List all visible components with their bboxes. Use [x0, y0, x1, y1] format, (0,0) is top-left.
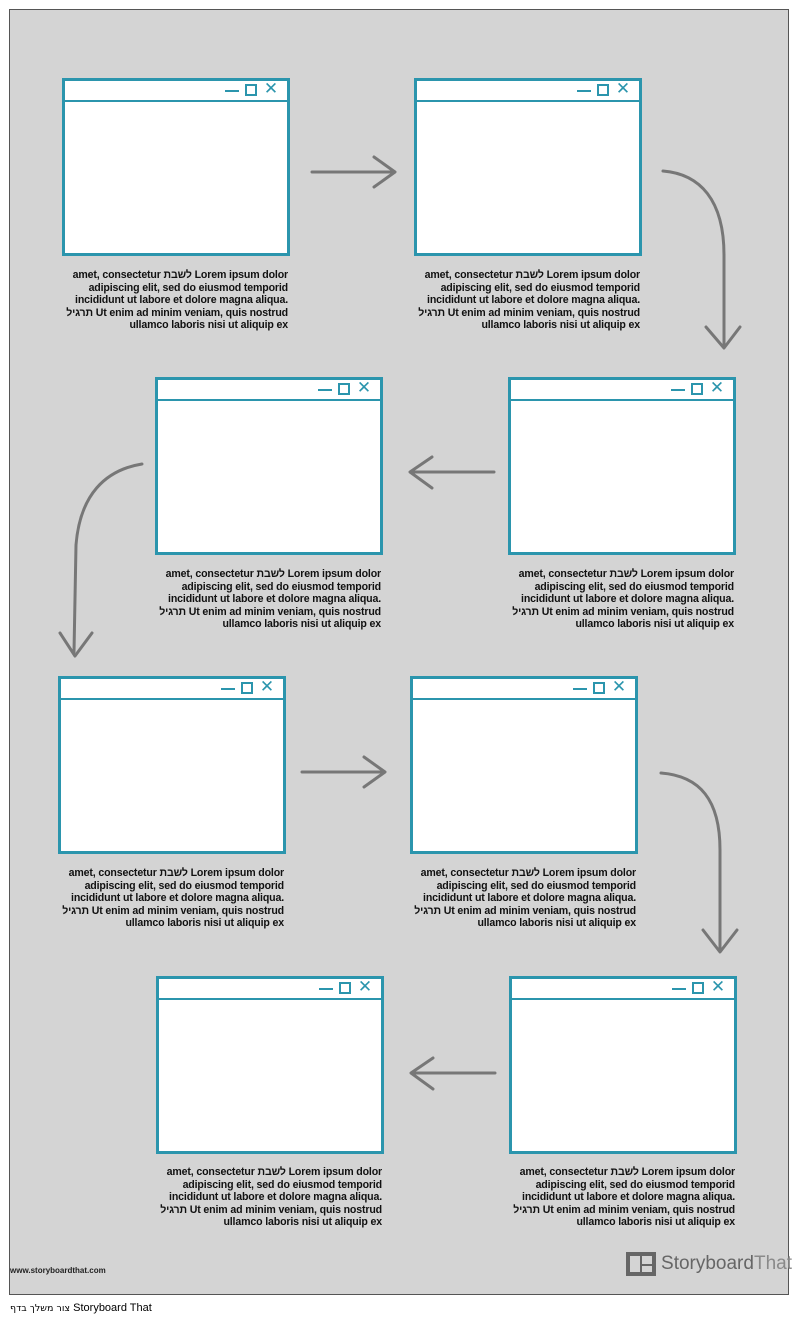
logo-mark-icon: [626, 1252, 656, 1276]
caption-line: ullamco laboris nisi ut aliquip ex: [222, 618, 381, 631]
maximize-icon[interactable]: [691, 383, 703, 395]
close-icon[interactable]: ✕: [259, 677, 275, 697]
arrow-right-2: [302, 757, 385, 787]
logo-name-part2: That: [753, 1253, 792, 1274]
caption-line: תרגיל Ut enim ad minim veniam, quis nostrud: [513, 1203, 735, 1216]
caption-line: ullamco laboris nisi ut aliquip ex: [575, 618, 734, 631]
caption-line: incididunt ut labore et dolore magna aliqua.: [522, 1191, 735, 1204]
caption-line: amet, consectetur לשבת Lorem ipsum dolor: [420, 867, 636, 879]
caption-line: adipiscing elit, sed do eiusmod temporid: [534, 580, 734, 593]
panel-caption-8: [509, 1166, 735, 1229]
caption-line: adipiscing elit, sed do eiusmod temporid: [436, 879, 636, 892]
arrow-down-curve-1: [663, 171, 740, 348]
caption-line: incididunt ut labore et dolore magna aliqua.: [71, 892, 284, 905]
maximize-icon[interactable]: [245, 84, 257, 96]
footer-hebrew-text: צור משלך בדף: [10, 1303, 71, 1314]
caption-line: תרגיל Ut enim ad minim veniam, quis nostrud: [62, 904, 284, 917]
caption-line: incididunt ut labore et dolore magna aliqua.: [168, 593, 381, 606]
panel-caption-2: [414, 269, 640, 332]
caption-line: adipiscing elit, sed do eiusmod temporid: [181, 580, 381, 593]
minimize-icon[interactable]: [225, 90, 239, 92]
logo-wordmark: [661, 1253, 792, 1275]
panel-caption-7: [156, 1166, 382, 1229]
arrow-down-curve-2: [60, 464, 142, 656]
window-title-bar: [511, 380, 733, 401]
footer-brand: Storyboard That: [73, 1302, 152, 1314]
caption-line: תרגיל Ut enim ad minim veniam, quis nostrud: [160, 1203, 382, 1216]
panel-caption-1: [62, 269, 288, 332]
close-icon[interactable]: ✕: [615, 79, 631, 99]
logo-name-part1: Storyboard: [661, 1253, 754, 1274]
caption-line: incididunt ut labore et dolore magna aliqua.: [521, 593, 734, 606]
footer-credit[interactable]: [10, 1302, 152, 1314]
maximize-icon[interactable]: [241, 682, 253, 694]
panel-caption-4: [508, 568, 734, 631]
caption-line: ullamco laboris nisi ut aliquip ex: [576, 1216, 735, 1229]
caption-line: adipiscing elit, sed do eiusmod temporid: [88, 281, 288, 294]
minimize-icon[interactable]: [671, 389, 685, 391]
panel-window-8[interactable]: [509, 976, 737, 1154]
close-icon[interactable]: ✕: [356, 378, 372, 398]
caption-line: amet, consectetur לשבת Lorem ipsum dolor: [424, 269, 640, 281]
panel-caption-3: [155, 568, 381, 631]
minimize-icon[interactable]: [672, 988, 686, 990]
caption-line: ullamco laboris nisi ut aliquip ex: [477, 917, 636, 930]
caption-line: תרגיל Ut enim ad minim veniam, quis nostrud: [512, 605, 734, 618]
caption-line: ullamco laboris nisi ut aliquip ex: [223, 1216, 382, 1229]
caption-line: incididunt ut labore et dolore magna aliqua.: [427, 294, 640, 307]
panel-window-6[interactable]: [410, 676, 638, 854]
minimize-icon[interactable]: [221, 688, 235, 690]
caption-line: incididunt ut labore et dolore magna aliqua.: [75, 294, 288, 307]
window-title-bar: [61, 679, 283, 700]
caption-line: amet, consectetur לשבת Lorem ipsum dolor: [165, 568, 381, 580]
minimize-icon[interactable]: [318, 389, 332, 391]
storyboardthat-logo[interactable]: [626, 1250, 792, 1278]
caption-line: תרגיל Ut enim ad minim veniam, quis nostrud: [66, 306, 288, 319]
caption-line: amet, consectetur לשבת Lorem ipsum dolor: [518, 568, 734, 580]
window-title-bar: [512, 979, 734, 1000]
panel-window-1[interactable]: [62, 78, 290, 256]
arrow-left-1: [410, 457, 494, 488]
caption-line: תרגיל Ut enim ad minim veniam, quis nostrud: [418, 306, 640, 319]
caption-line: amet, consectetur לשבת Lorem ipsum dolor: [166, 1166, 382, 1178]
maximize-icon[interactable]: [593, 682, 605, 694]
close-icon[interactable]: ✕: [357, 977, 373, 997]
panel-window-5[interactable]: [58, 676, 286, 854]
maximize-icon[interactable]: [338, 383, 350, 395]
caption-line: amet, consectetur לשבת Lorem ipsum dolor: [68, 867, 284, 879]
caption-line: adipiscing elit, sed do eiusmod temporid: [84, 879, 284, 892]
close-icon[interactable]: ✕: [709, 378, 725, 398]
caption-line: incididunt ut labore et dolore magna aliqua.: [423, 892, 636, 905]
caption-line: amet, consectetur לשבת Lorem ipsum dolor: [519, 1166, 735, 1178]
window-title-bar: [417, 81, 639, 102]
minimize-icon[interactable]: [319, 988, 333, 990]
window-title-bar: [413, 679, 635, 700]
site-url[interactable]: www.storyboardthat.com: [10, 1266, 106, 1275]
caption-line: adipiscing elit, sed do eiusmod temporid: [182, 1178, 382, 1191]
window-title-bar: [158, 380, 380, 401]
window-title-bar: [159, 979, 381, 1000]
maximize-icon[interactable]: [692, 982, 704, 994]
close-icon[interactable]: ✕: [263, 79, 279, 99]
caption-line: תרגיל Ut enim ad minim veniam, quis nostrud: [414, 904, 636, 917]
panel-window-2[interactable]: [414, 78, 642, 256]
close-icon[interactable]: ✕: [710, 977, 726, 997]
caption-line: incididunt ut labore et dolore magna aliqua.: [169, 1191, 382, 1204]
minimize-icon[interactable]: [573, 688, 587, 690]
close-icon[interactable]: ✕: [611, 677, 627, 697]
arrow-down-curve-3: [661, 773, 737, 952]
panel-caption-5: [58, 867, 284, 930]
panel-window-3[interactable]: [155, 377, 383, 555]
caption-line: ullamco laboris nisi ut aliquip ex: [481, 319, 640, 332]
maximize-icon[interactable]: [597, 84, 609, 96]
caption-line: adipiscing elit, sed do eiusmod temporid: [535, 1178, 735, 1191]
panel-window-4[interactable]: [508, 377, 736, 555]
window-title-bar: [65, 81, 287, 102]
maximize-icon[interactable]: [339, 982, 351, 994]
caption-line: תרגיל Ut enim ad minim veniam, quis nostrud: [159, 605, 381, 618]
arrow-left-2: [411, 1058, 495, 1089]
minimize-icon[interactable]: [577, 90, 591, 92]
caption-line: ullamco laboris nisi ut aliquip ex: [125, 917, 284, 930]
caption-line: ullamco laboris nisi ut aliquip ex: [129, 319, 288, 332]
caption-line: adipiscing elit, sed do eiusmod temporid: [440, 281, 640, 294]
panel-window-7[interactable]: [156, 976, 384, 1154]
caption-line: amet, consectetur לשבת Lorem ipsum dolor: [72, 269, 288, 281]
panel-caption-6: [410, 867, 636, 930]
arrow-right-1: [312, 157, 395, 187]
